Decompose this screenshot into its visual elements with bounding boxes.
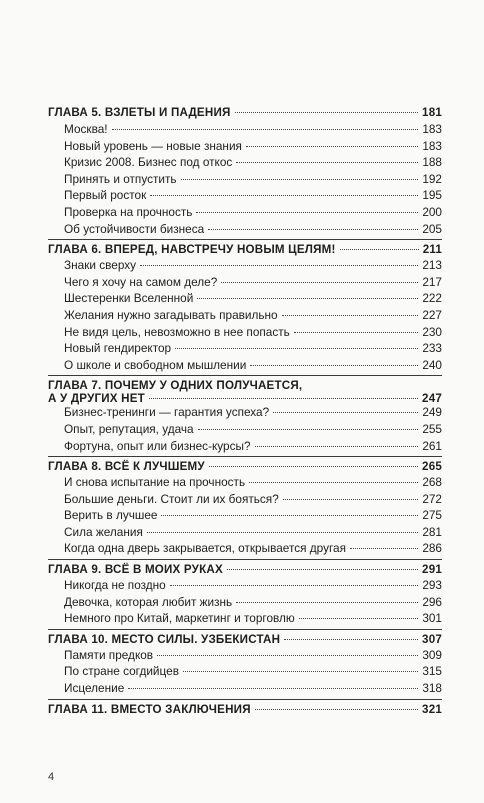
dot-leader bbox=[149, 398, 418, 399]
dot-leader bbox=[227, 569, 418, 570]
entry-title: Чего я хочу на самом деле? bbox=[64, 274, 218, 289]
toc-chapter bbox=[48, 629, 442, 648]
chapter-title: ГЛАВА 6. ВПЕРЕД, НАВСТРЕЧУ НОВЫМ ЦЕЛЯМ! bbox=[48, 243, 336, 257]
chapter-page: 307 bbox=[422, 632, 442, 646]
entry-page: 222 bbox=[422, 291, 442, 306]
chapter-page: 321 bbox=[422, 702, 442, 716]
entry-page: 268 bbox=[422, 475, 442, 490]
entry-title: О школе и свободном мышлении bbox=[64, 357, 247, 372]
entry-page: 233 bbox=[422, 341, 442, 356]
entry-page: 227 bbox=[422, 307, 442, 322]
entry-title: Кризис 2008. Бизнес под откос bbox=[64, 155, 233, 170]
entry-page: 200 bbox=[422, 204, 442, 219]
entry-page: 205 bbox=[422, 221, 442, 236]
entry-page: 183 bbox=[422, 138, 442, 153]
entry-page: 195 bbox=[422, 188, 442, 203]
toc-entry bbox=[48, 664, 442, 681]
entry-title: Опыт, репутация, удача bbox=[64, 421, 194, 436]
dot-leader bbox=[255, 709, 418, 710]
chapter-page: 247 bbox=[422, 392, 442, 406]
toc-entry bbox=[48, 205, 442, 222]
toc-chapter bbox=[48, 699, 442, 718]
dot-leader bbox=[294, 332, 419, 333]
entry-title: Бизнес-тренинги — гарантия успеха? bbox=[64, 405, 270, 420]
entry-title: И снова испытание на прочность bbox=[64, 475, 246, 490]
dot-leader bbox=[273, 412, 418, 413]
dot-leader bbox=[282, 315, 419, 316]
toc-entry bbox=[48, 358, 442, 375]
entry-title: Об устойчивости бизнеса bbox=[64, 221, 205, 236]
dot-leader bbox=[208, 229, 418, 230]
entry-page: 318 bbox=[422, 681, 442, 696]
toc-entry bbox=[48, 475, 442, 492]
entry-title: Когда одна дверь закрывается, открывается другая bbox=[64, 541, 346, 556]
toc-entry bbox=[48, 508, 442, 525]
entry-title: Проверка на прочность bbox=[64, 204, 193, 219]
dot-leader bbox=[350, 548, 418, 549]
toc-entry bbox=[48, 308, 442, 325]
dot-leader bbox=[340, 249, 419, 250]
toc-chapter bbox=[48, 559, 442, 578]
chapter-title: ГЛАВА 5. ВЗЛЕТЫ И ПАДЕНИЯ bbox=[48, 106, 231, 119]
dot-leader bbox=[147, 532, 418, 533]
entry-title: По стране согдийцев bbox=[64, 664, 179, 679]
chapter-page: 291 bbox=[422, 563, 442, 577]
dot-leader bbox=[170, 585, 419, 586]
dot-leader bbox=[157, 655, 418, 656]
entry-title: Верить в лучшее bbox=[64, 508, 158, 523]
toc-entry bbox=[48, 525, 442, 542]
entry-title: Памяти предков bbox=[64, 647, 154, 662]
entry-page: 275 bbox=[422, 508, 442, 523]
chapter-title: ГЛАВА 10. МЕСТО СИЛЫ. УЗБЕКИСТАН bbox=[48, 632, 281, 646]
page-number: 4 bbox=[48, 771, 55, 783]
entry-title: Новый гендиректор bbox=[64, 341, 172, 356]
entry-page: 183 bbox=[422, 122, 442, 136]
toc-entry bbox=[48, 291, 442, 308]
toc-entry bbox=[48, 611, 442, 628]
toc-entry bbox=[48, 541, 442, 558]
dot-leader bbox=[246, 146, 418, 147]
entry-title: Шестеренки Вселенной bbox=[64, 291, 194, 306]
entry-page: 286 bbox=[422, 541, 442, 556]
toc-chapter bbox=[48, 103, 442, 122]
toc-chapter bbox=[48, 456, 442, 475]
dot-leader bbox=[150, 195, 418, 196]
toc-entry bbox=[48, 155, 442, 172]
dot-leader bbox=[236, 602, 418, 603]
toc-entry bbox=[48, 595, 442, 612]
dot-leader bbox=[235, 112, 419, 113]
dot-leader bbox=[250, 365, 418, 366]
entry-title: Немного про Китай, маркетинг и торговлю bbox=[64, 611, 295, 626]
dot-leader bbox=[221, 282, 418, 283]
chapter-page: 211 bbox=[422, 243, 442, 257]
dot-leader bbox=[140, 265, 418, 266]
toc-entry bbox=[48, 325, 442, 342]
chapter-title: ГЛАВА 7. ПОЧЕМУ У ОДНИХ ПОЛУЧАЕТСЯ, bbox=[48, 379, 303, 393]
toc-chapter bbox=[48, 239, 442, 258]
entry-title: Желания нужно загадывать правильно bbox=[64, 307, 278, 322]
entry-page: 281 bbox=[422, 524, 442, 539]
entry-page: 230 bbox=[422, 324, 442, 339]
entry-page: 213 bbox=[422, 258, 442, 273]
entry-title: Принять и отпустить bbox=[64, 171, 177, 186]
chapter-page: 265 bbox=[422, 460, 442, 474]
toc-entry bbox=[48, 222, 442, 239]
entry-page: 261 bbox=[422, 438, 442, 453]
entry-page: 309 bbox=[422, 647, 442, 662]
dot-leader bbox=[175, 348, 418, 349]
dot-leader bbox=[236, 162, 418, 163]
chapter-title: ГЛАВА 9. ВСЁ В МОИХ РУКАХ bbox=[48, 563, 223, 577]
chapter-page: 181 bbox=[422, 106, 442, 119]
table-of-contents bbox=[48, 102, 442, 718]
toc-entry bbox=[48, 492, 442, 509]
entry-title: Первый росток bbox=[64, 188, 147, 203]
entry-title: Не видя цель, невозможно в нее попасть bbox=[64, 324, 290, 339]
dot-leader bbox=[196, 212, 418, 213]
toc-entry bbox=[48, 422, 442, 439]
dot-leader bbox=[284, 639, 418, 640]
chapter-title: ГЛАВА 8. ВСЁ К ЛУЧШЕМУ bbox=[48, 460, 205, 474]
entry-title: Никогда не поздно bbox=[64, 578, 166, 593]
dot-leader bbox=[183, 671, 418, 672]
entry-title: Новый уровень — новые знания bbox=[64, 138, 242, 153]
dot-leader bbox=[198, 429, 419, 430]
toc-entry bbox=[48, 578, 442, 595]
toc-entry bbox=[48, 341, 442, 358]
entry-page: 249 bbox=[422, 405, 442, 420]
dot-leader bbox=[197, 298, 418, 299]
entry-page: 315 bbox=[422, 664, 442, 679]
dot-leader bbox=[128, 688, 418, 689]
entry-title: Исцеление bbox=[64, 681, 125, 696]
entry-page: 192 bbox=[422, 171, 442, 186]
toc-chapter bbox=[48, 375, 442, 405]
entry-title: Москва! bbox=[64, 122, 108, 136]
entry-page: 188 bbox=[422, 155, 442, 170]
toc-entry bbox=[48, 122, 442, 139]
dot-leader bbox=[209, 466, 418, 467]
entry-page: 240 bbox=[422, 357, 442, 372]
toc-entry bbox=[48, 258, 442, 275]
entry-page: 301 bbox=[422, 611, 442, 626]
entry-page: 217 bbox=[422, 274, 442, 289]
dot-leader bbox=[112, 129, 419, 130]
dot-leader bbox=[299, 618, 419, 619]
entry-page: 255 bbox=[422, 421, 442, 436]
entry-title: Девочка, которая любит жизнь bbox=[64, 594, 233, 609]
dot-leader bbox=[255, 446, 419, 447]
entry-title: Большие деньги. Стоит ли их бояться? bbox=[64, 491, 279, 506]
toc-entry bbox=[48, 405, 442, 422]
entry-page: 293 bbox=[422, 578, 442, 593]
entry-page: 272 bbox=[422, 491, 442, 506]
toc-entry bbox=[48, 648, 442, 665]
toc-entry bbox=[48, 188, 442, 205]
chapter-title-line2: А У ДРУГИХ НЕТ bbox=[48, 392, 145, 406]
dot-leader bbox=[249, 482, 418, 483]
entry-title: Знаки сверху bbox=[64, 258, 137, 273]
toc-entry bbox=[48, 439, 442, 456]
dot-leader bbox=[181, 179, 419, 180]
chapter-title: ГЛАВА 11. ВМЕСТО ЗАКЛЮЧЕНИЯ bbox=[48, 702, 251, 716]
dot-leader bbox=[161, 515, 418, 516]
toc-entry bbox=[48, 681, 442, 698]
entry-page: 296 bbox=[422, 594, 442, 609]
entry-title: Фортуна, опыт или бизнес-курсы? bbox=[64, 438, 251, 453]
dot-leader bbox=[283, 499, 419, 500]
toc-entry bbox=[48, 172, 442, 189]
toc-entry bbox=[48, 275, 442, 292]
toc-entry bbox=[48, 139, 442, 156]
entry-title: Сила желания bbox=[64, 524, 143, 539]
